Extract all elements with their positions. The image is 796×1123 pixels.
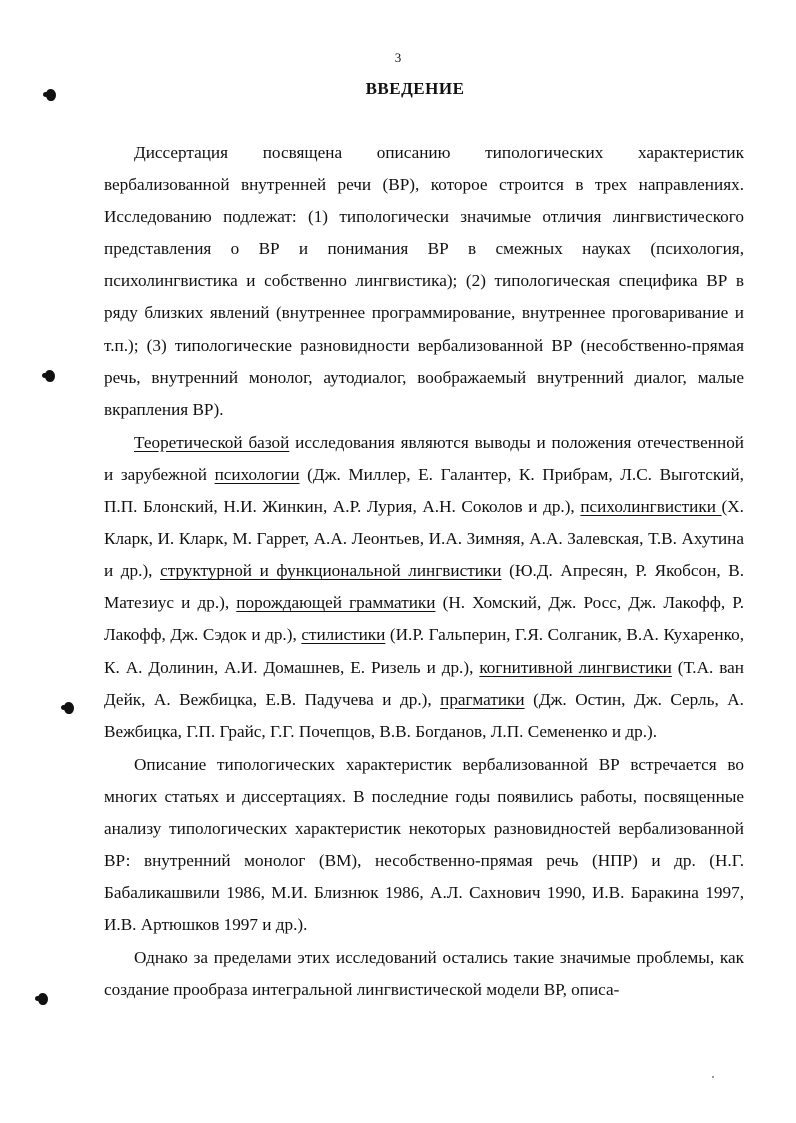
psychology-term: психологии (214, 464, 300, 484)
paragraph-2 (104, 427, 744, 748)
binding-hole-mark (45, 370, 55, 382)
page-number: 3 (394, 50, 402, 65)
text-segment: (Дж. Миллер, Е. Галантер, К. Прибрам, Л.С. Выготский, П.П. Блонский, Н.И. Жинкин, А.Р. Лурия, А.Н. Соколов и др.), (104, 464, 744, 517)
psycholinguistics-term: психолингвистики (580, 497, 722, 517)
paragraph-3: Описание типологических характеристик вербализованной ВР встречается во многих статьях и диссертациях. В последние годы появились работы, посвященные анализу типологических характеристик некоторых разновидностей вербализованной ВР: внутренний монолог (ВМ), несобственно-прямая речь (НПР) и др. (Н.Г. Бабаликашвили 1986, М.И. Близнюк 1986, А.Л. Сахнович 1990, И.В. Баракина 1997, И.В. Артюшков 1997 и др.). (104, 754, 744, 935)
text-segment: (Т.А. ван Дейк, А. Вежбицка, Е.В. Падучева и др.), (104, 657, 744, 709)
theory-base-term: Теоретической базой (134, 432, 290, 452)
binding-hole-mark (64, 702, 74, 714)
generative-grammar-term: порождающей грамматики (236, 593, 436, 613)
pragmatics-term: прагматики (440, 689, 525, 709)
text-segment: (Н. Хомский, Дж. Росс, Дж. Лакофф, Р. Лакофф, Дж. Сэдок и др.), (104, 593, 744, 645)
scan-speck (712, 1076, 714, 1078)
text-segment: (Ю.Д. Апресян, Р. Якобсон, В. Матезиус и др.), (104, 561, 745, 613)
binding-hole-mark (46, 89, 56, 101)
cognitive-linguistics-term: когнитивной лингвистики (479, 657, 672, 677)
binding-hole-mark (38, 993, 48, 1005)
structural-linguistics-term: структурной и функциональной лингвистики (160, 561, 502, 581)
text-segment: (И.Р. Гальперин, Г.Я. Солганик, В.А. Кухаренко, К. А. Долинин, А.И. Домашнев, Е. Ризель и др.), (104, 625, 744, 677)
paragraph-1: Диссертация посвящена описанию типологических характеристик вербализованной внутренней речи (ВР), которое строится в трех направлениях. Исследованию подлежат: (1) типологически значимые отличия лингвистического представления о ВР и понимания ВР в смежных науках (психология, психолингвистика и собственно лингвистика); (2) типологическая специфика ВР в ряду близких явлений (внутреннее программирование, внутреннее проговаривание и т.п.); (3) типологические разновидности вербализованной ВР (несобственно-прямая речь, внутренний монолог, аутодиалог, воображаемый внутренний диалог, малые вкрапления ВР). (104, 143, 744, 419)
paragraph-4: Однако за пределами этих исследований остались такие значимые проблемы, как создание прообраза интегральной лингвистической модели ВР, описа- (104, 948, 744, 1000)
text-segment: (Дж. Остин, Дж. Серль, А. Вежбицка, Г.П. Грайс, Г.Г. Почепцов, В.В. Богданов, Л.П. Семененко и др.). (104, 689, 744, 741)
body-text (104, 137, 744, 1007)
text-segment: (Х. Кларк, И. Кларк, М. Гаррет, А.А. Леонтьев, И.А. Зимняя, А.А. Залевская, Т.В. Ахутина и др.), (104, 497, 744, 581)
text-segment: исследования являются выводы и положения отечественной и зарубежной (104, 432, 744, 484)
stylistics-term: стилистики (301, 625, 386, 645)
page-title: ВВЕДЕНИЕ (365, 79, 465, 98)
